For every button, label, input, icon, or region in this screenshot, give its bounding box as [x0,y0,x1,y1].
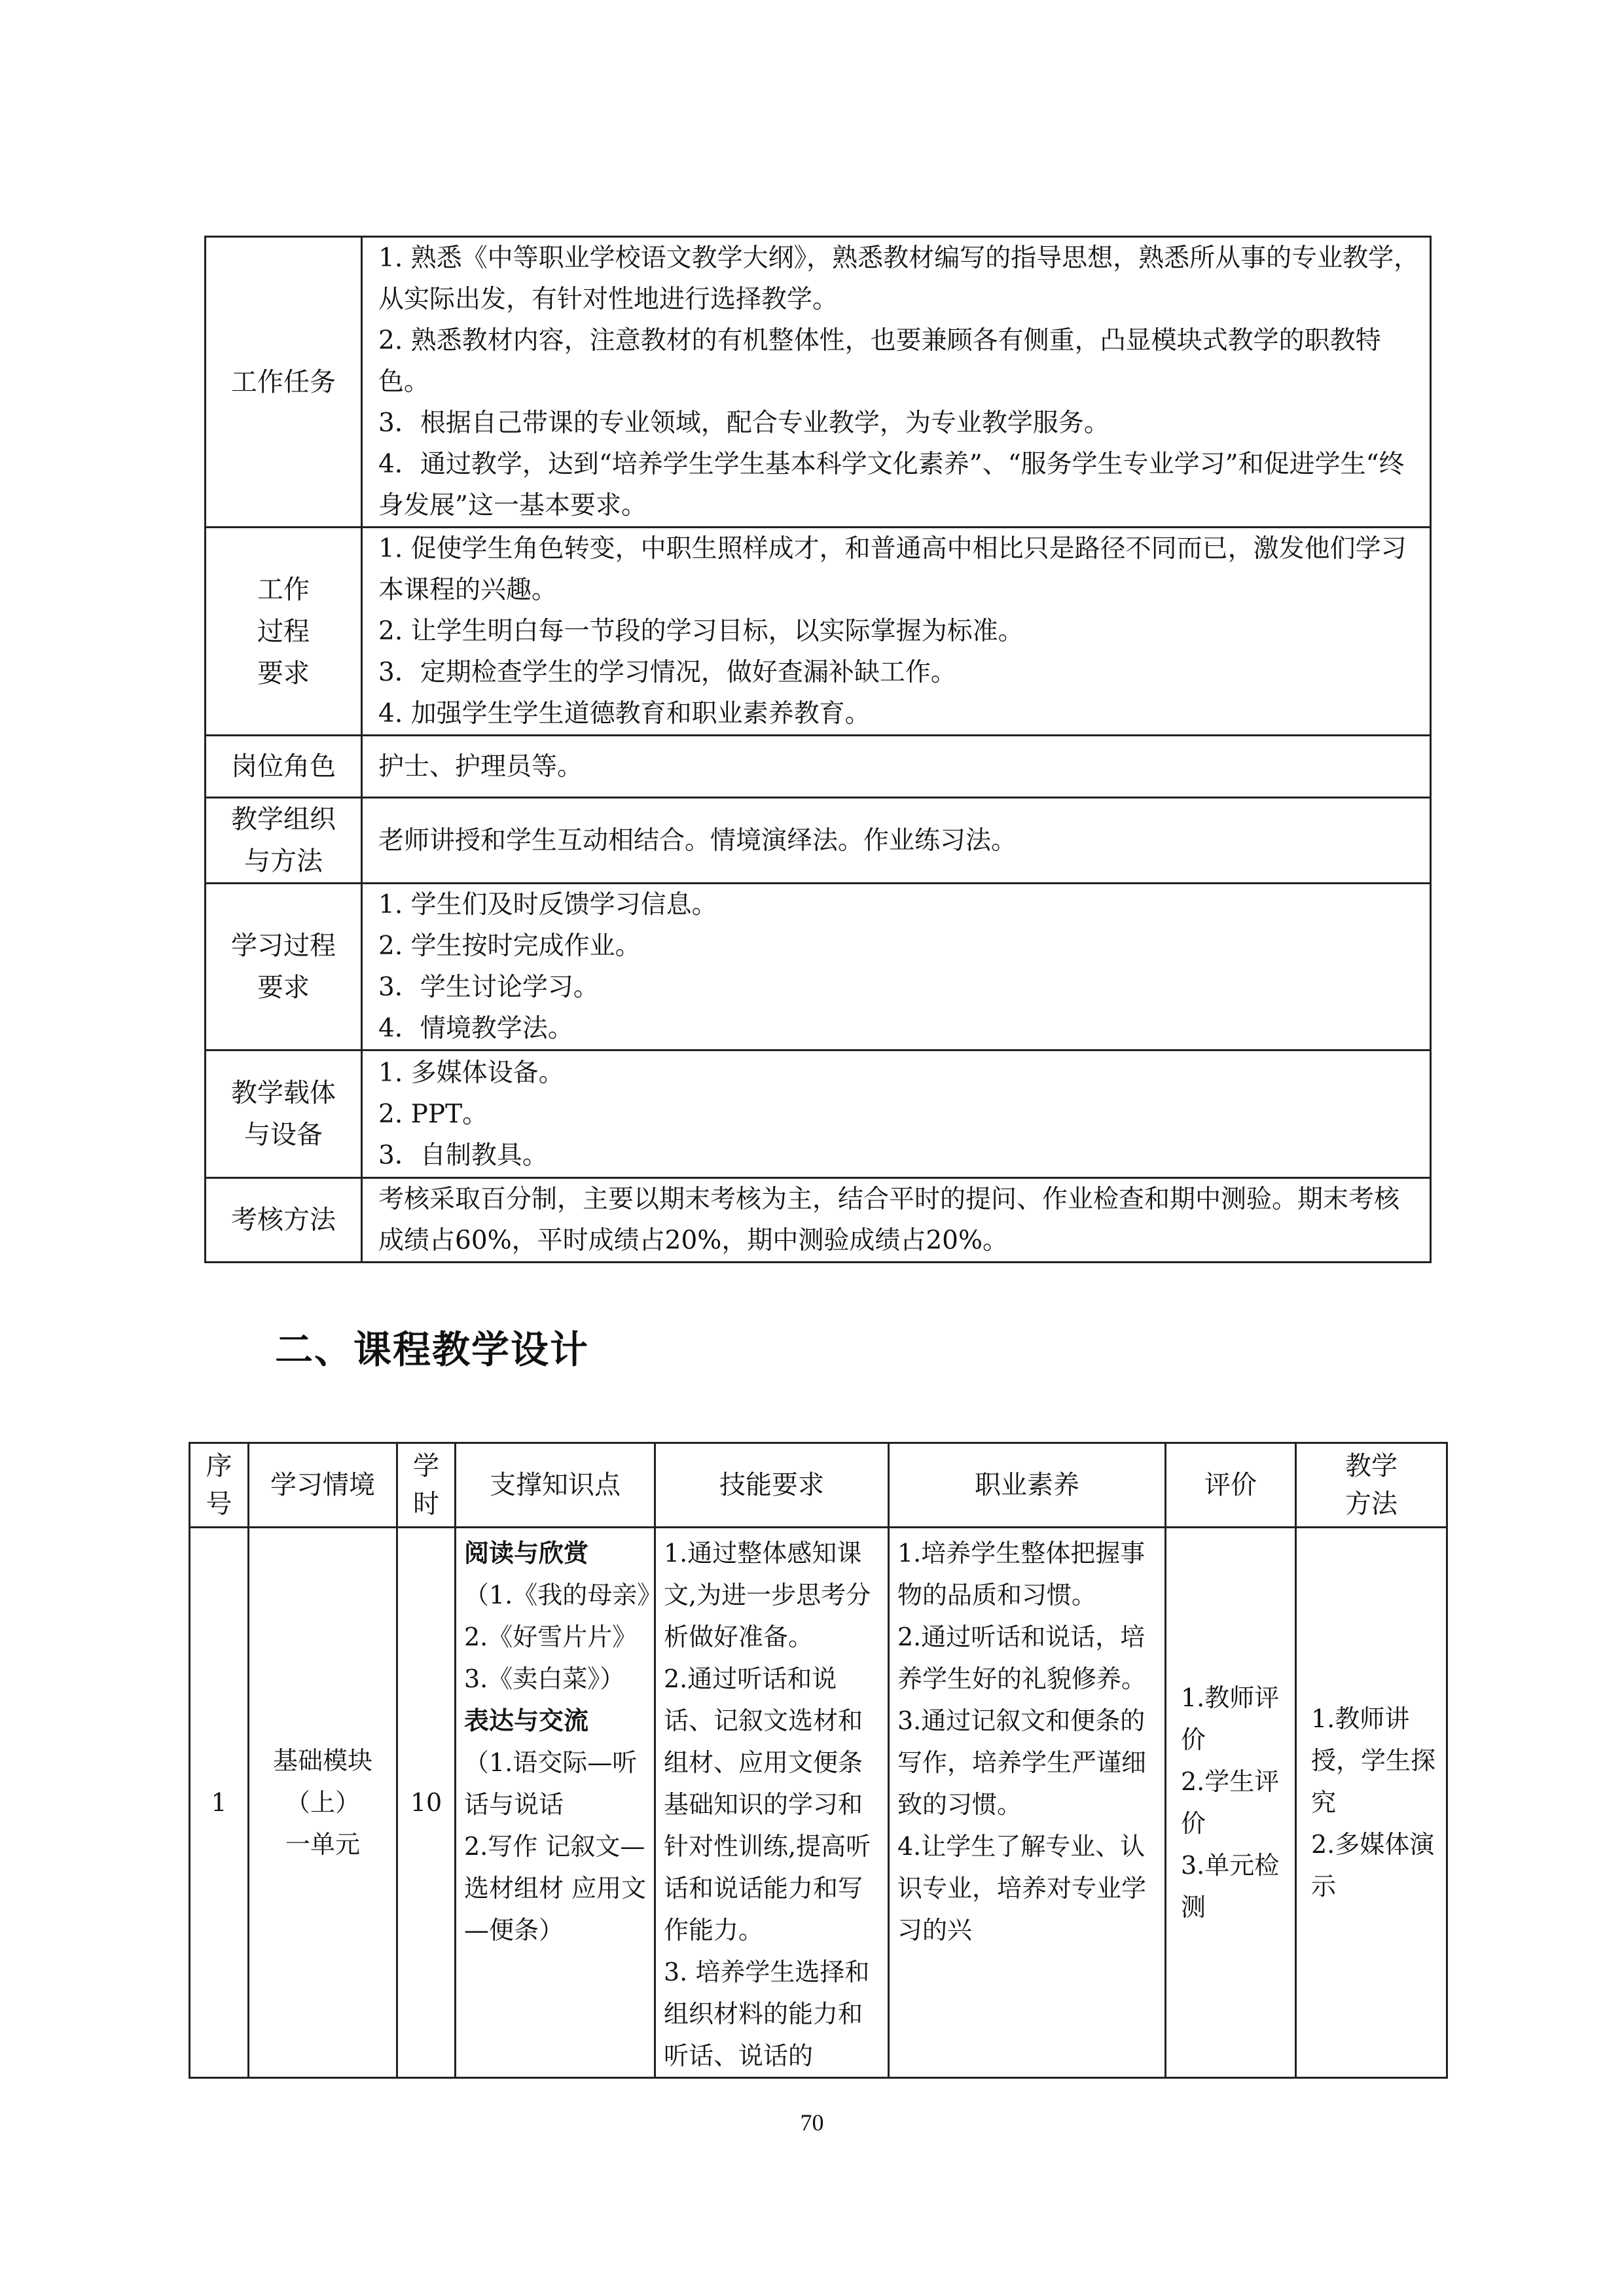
cell-line: 阅读与欣赏 [464,1539,589,1568]
cell-line: 4.让学生了解专业、认识专业，培养对专业学习的兴 [897,1832,1147,1945]
cell-line: 2.通过听话和说话、记叙文选材和组材、应用文便条基础知识的学习和针对性训练,提高听话和说话能力和写作能力。 [664,1664,871,1945]
row-content-cell [362,1050,1431,1178]
section-heading: 二、课程教学设计 [275,1327,590,1372]
cell-line: 一单元 [285,1830,360,1859]
row-label: 教学组织 [231,804,336,834]
content-line: 3．定期检查学生的学习情况，做好查漏补缺工作。 [378,658,956,687]
table-row [206,798,1431,884]
column-header-label: 学 [413,1451,439,1481]
column-header [889,1443,1166,1528]
column-header [397,1443,456,1528]
column-header-label: 序 [206,1451,232,1481]
course-requirements-table [204,236,1432,1263]
content-line: 2. 让学生明白每一节段的学习目标，以实际掌握为标准。 [378,617,1024,646]
row-content-cell [362,798,1431,884]
row-label: 要求 [257,973,310,1003]
content-line: 1. 多媒体设备。 [378,1058,564,1088]
column-header-label: 职业素养 [975,1470,1079,1500]
column-header [456,1443,655,1528]
row-label: 过程 [257,616,310,647]
row-content-cell [362,884,1431,1050]
column-header-label: 技能要求 [719,1470,824,1500]
methods-cell [1296,1528,1447,2078]
row-label-cell [206,798,362,884]
content-line: 考核采取百分制，主要以期末考核为主，结合平时的提问、作业检查和期中测验。期末考核成绩占60%，平时成绩占20%，期中测验成绩占20%。 [378,1185,1400,1255]
cell-line: 2.通过听话和说话，培养学生好的礼貌修养。 [897,1623,1147,1693]
row-label: 学习过程 [231,931,336,961]
course-design-table [189,1442,1448,2079]
cell-line: （1.《我的母亲》2.《好雪片片》3.《卖白菜》） [464,1581,650,1693]
table-row [206,237,1431,528]
cell-line: 1.通过整体感知课文,为进一步思考分析做好准备。 [664,1539,871,1651]
skills-cell [655,1528,889,2078]
table-row [206,884,1431,1050]
content-line: 3．自制教具。 [378,1140,548,1170]
row-label-cell [206,1178,362,1263]
content-line: 2. PPT。 [378,1099,488,1129]
row-label: 教学载体 [231,1078,336,1108]
cell-line: 1.教师评价 [1181,1683,1280,1754]
content-line: 4．情境教学法。 [378,1014,573,1043]
column-header [1296,1443,1447,1528]
table-row [206,736,1431,798]
content-line: 2. 学生按时完成作业。 [378,931,641,961]
page-number: 70 [800,2109,824,2136]
content-line: 3．根据自己带课的专业领域，配合专业教学，为专业教学服务。 [378,408,1110,438]
row-label: 要求 [257,658,310,689]
cell-line: 基础模块 [272,1746,372,1775]
column-header-label: 号 [206,1489,232,1519]
row-label-cell [206,736,362,798]
table-row [206,1178,1431,1263]
content-line: 老师讲授和学生互动相结合。情境演绎法。作业练习法。 [378,825,1017,855]
content-line: 3．学生讨论学习。 [378,973,599,1002]
row-label-cell [206,1050,362,1178]
column-header [190,1443,249,1528]
column-header-label: 评价 [1204,1470,1257,1500]
cell-line: 2.多媒体演示 [1311,1830,1435,1901]
row-label-cell [206,528,362,736]
column-header-label: 学习情境 [270,1470,375,1500]
cell-line: 1.培养学生整体把握事物的品质和习惯。 [897,1539,1146,1609]
cell-line: （上） [285,1788,360,1817]
content-line: 4. 加强学生学生道德教育和职业素养教育。 [378,699,871,728]
row-label: 工作任务 [231,367,336,397]
row-label: 与方法 [244,846,323,876]
column-header-label: 教学 [1345,1451,1398,1481]
content-line: 1. 学生们及时反馈学习信息。 [378,890,717,920]
row-label: 工作 [257,574,310,605]
column-header [655,1443,889,1528]
column-header-label: 支撑知识点 [490,1470,621,1500]
row-label-cell [206,884,362,1050]
row-content-cell [362,237,1431,528]
content-line: 护士、护理员等。 [378,751,583,781]
content-line: 1. 熟悉《中等职业学校语文教学大纲》，熟悉教材编写的指导思想，熟悉所从事的专业教学，从实际出发，有针对性地进行选择教学。 [378,243,1420,314]
column-header [249,1443,397,1528]
row-label: 与设备 [244,1120,323,1150]
evaluation-cell [1166,1528,1296,2078]
row-label: 考核方法 [231,1205,336,1235]
table-row [206,1050,1431,1178]
cell-line: 2.写作 记叙文—选材组材 应用文—便条） [464,1832,647,1945]
content-line: 4．通过教学，达到“培养学生学生基本科学文化素养”、“服务学生专业学习”和促进学生“终身发展”这一基本要求。 [378,450,1405,520]
cell-line: （1.语交际—听话与说话 [464,1748,638,1819]
content-line: 2. 熟悉教材内容，注意教材的有机整体性，也要兼顾各有侧重，凸显模块式教学的职教特色。 [378,326,1381,397]
column-header-label: 方法 [1345,1489,1398,1519]
cell-line: 1.教师讲授，学生探究 [1311,1704,1436,1817]
situation-cell [249,1528,397,2078]
content-line: 1. 促使学生角色转变，中职生照样成才，和普通高中相比只是路径不同而已，激发他们学习本课程的兴趣。 [378,534,1407,605]
row-index-cell: 1 [190,1528,249,2078]
cell-line: 3. 培养学生选择和组织材料的能力和听话、说话的 [664,1958,870,2070]
row-content-cell [362,528,1431,736]
table-header-row [190,1443,1447,1528]
cell-line: 2.学生评价 [1181,1767,1280,1838]
table-row [206,528,1431,736]
column-header-label: 时 [413,1489,439,1519]
row-content-cell [362,1178,1431,1263]
knowledge-cell [456,1528,655,2078]
column-header [1166,1443,1296,1528]
hours-cell: 10 [397,1528,456,2078]
cell-line: 表达与交流 [464,1706,589,1735]
cell-line: 3.单元检测 [1181,1851,1280,1922]
row-label-cell [206,237,362,528]
row-content-cell [362,736,1431,798]
table-row [190,1528,1447,2078]
row-label: 岗位角色 [231,751,336,781]
qualities-cell [889,1528,1166,2078]
cell-line: 3.通过记叙文和便条的写作，培养学生严谨细致的习惯。 [897,1706,1147,1819]
